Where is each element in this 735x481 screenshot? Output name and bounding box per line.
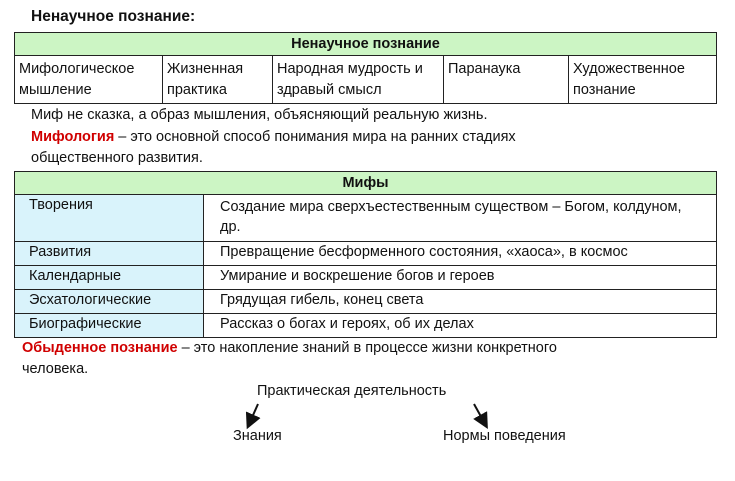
myth-description: Рассказ о богах и героях, об их делах	[204, 314, 717, 338]
everyday-text-line2: человека.	[22, 361, 89, 377]
arrow-left-icon	[250, 404, 258, 422]
page-heading: Ненаучное познание:	[31, 8, 196, 25]
myth-type: Эсхатологические	[15, 290, 204, 314]
diagram-left-node: Знания	[233, 428, 282, 444]
myth-description: Превращение бесформенного состояния, «хаоса», в космос	[204, 242, 717, 266]
mythology-term: Мифология	[31, 129, 115, 145]
table1-cell: Художественное познание	[569, 56, 717, 104]
table1-cell: Мифологическое мышление	[15, 56, 163, 104]
table1-cell: Паранаука	[444, 56, 569, 104]
myth-description: Умирание и воскрешение богов и героев	[204, 266, 717, 290]
myth-type: Развития	[15, 242, 204, 266]
myth-type: Календарные	[15, 266, 204, 290]
everyday-knowledge-term: Обыденное познание	[22, 340, 178, 356]
mythology-text-line1: – это основной способ понимания мира на ранних стадиях	[114, 129, 516, 145]
myth-description: Создание мира сверхъестественным существом – Богом, колдуном, др.	[204, 195, 717, 242]
table1-cell: Народная мудрость и здравый смысл	[273, 56, 444, 104]
myth-type: Творения	[15, 195, 204, 242]
myth-description: Грядущая гибель, конец света	[204, 290, 717, 314]
diagram-right-node: Нормы поведения	[443, 428, 566, 444]
table2-header: Мифы	[15, 172, 717, 195]
arrow-right-icon	[474, 404, 484, 422]
table1-header: Ненаучное познание	[15, 33, 717, 56]
myth-type: Биографические	[15, 314, 204, 338]
everyday-text-line1: – это накопление знаний в процессе жизни конкретного	[177, 340, 557, 356]
myth-definition: Миф не сказка, а образ мышления, объясняющий реальную жизнь.	[31, 107, 488, 123]
mythology-text-line2: общественного развития.	[31, 150, 203, 166]
diagram-top-node: Практическая деятельность	[257, 383, 447, 399]
table1-cell: Жизненная практика	[163, 56, 273, 104]
